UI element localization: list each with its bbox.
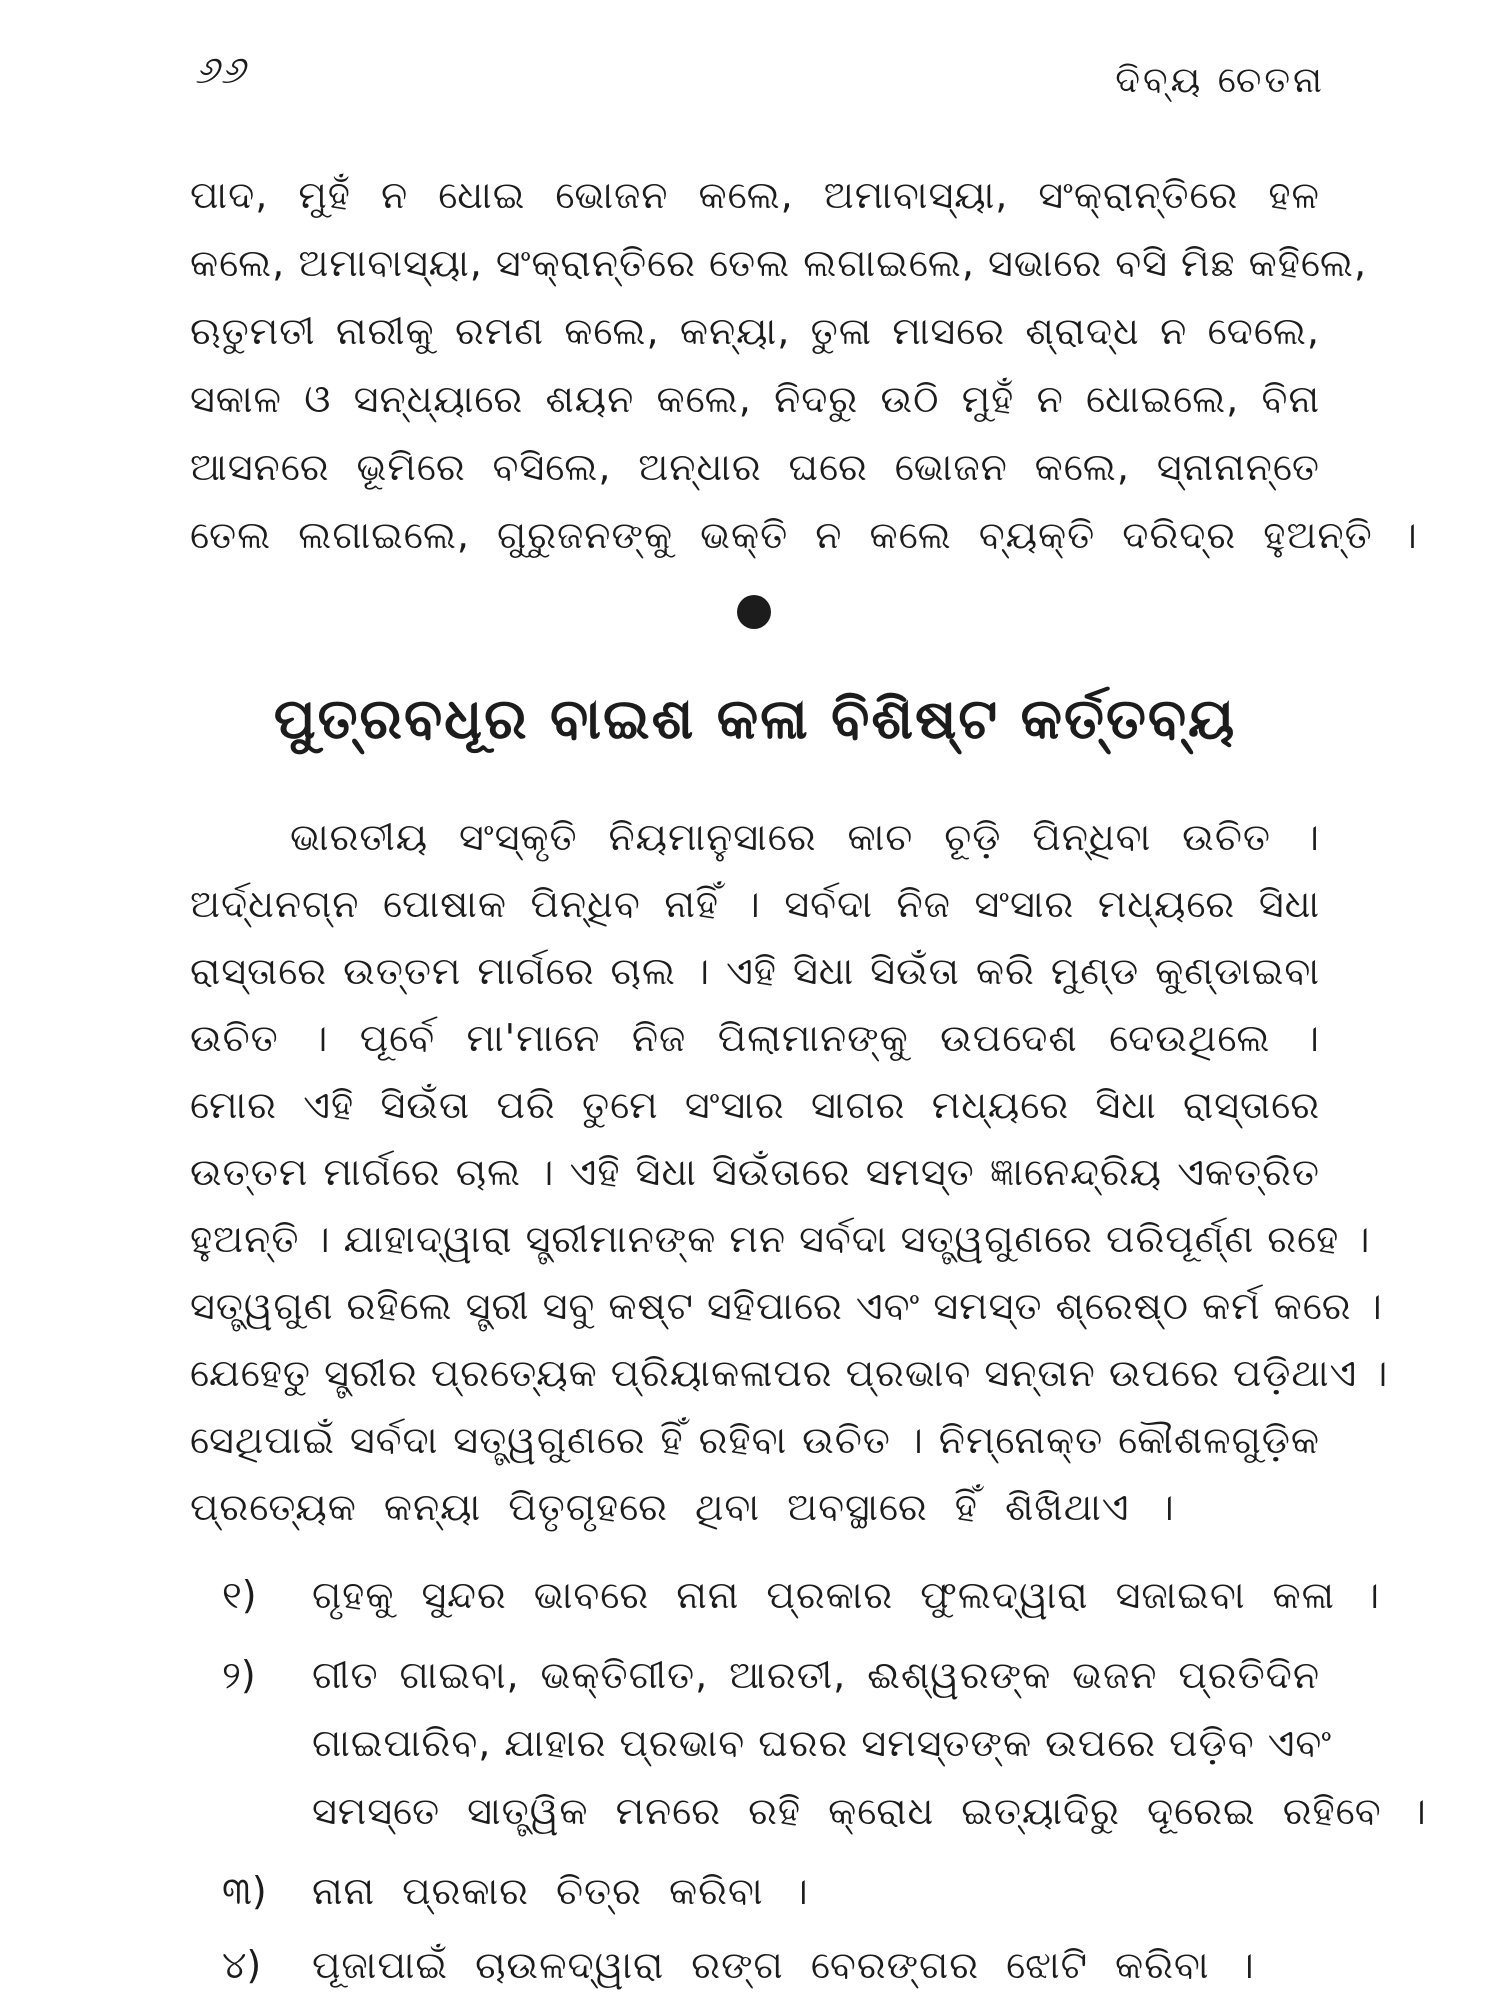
paragraph-line: ସେଥିପାଇଁ ସର୍ବଦା ସତ୍ତ୍ୱଗୁଣରେ ହିଁ ରହିବା ଉଚିତ । ନିମ୍ନୋକ୍ତ କୌଶଳଗୁଡ଼ିକ xyxy=(190,1418,1320,1462)
paragraph-line: ପାଦ, ମୁହଁ ନ ଧୋଇ ଭୋଜନ କଲେ, ଅମାବାସ୍ୟା, ସଂକ୍ରାନ୍ତିରେ ହଳ xyxy=(190,173,1320,217)
paragraph-line: ଉତ୍ତମ ମାର୍ଗରେ ଚାଲ । ଏହି ସିଧା ସିଉଁତାରେ ସମସ୍ତ ଜ୍ଞାନେନ୍ଦ୍ରିୟ ଏକତ୍ରିତ xyxy=(190,1150,1320,1194)
page-number: ୬୬ xyxy=(195,48,247,92)
paragraph-line: ଆସନରେ ଭୂମିରେ ବସିଲେ, ଅନ୍ଧାର ଘରେ ଭୋଜନ କଲେ, ସ୍ନାନାନ୍ତେ xyxy=(190,445,1320,489)
paragraph-line: ସକାଳ ଓ ସନ୍ଧ୍ୟାରେ ଶୟନ କଲେ, ନିଦରୁ ଉଠି ମୁହଁ ନ ଧୋଇଲେ, ବିନା xyxy=(190,377,1320,421)
paragraph-line: କଲେ, ଅମାବାସ୍ୟା, ସଂକ୍ରାନ୍ତିରେ ତେଲ ଲଗାଇଲେ, ସଭାରେ ବସି ମିଛ କହିଲେ, xyxy=(190,241,1368,285)
paragraph-line: ଭାରତୀୟ ସଂସ୍କୃତି ନିୟମାନୁସାରେ କାଚ ଚୂଡ଼ି ପିନ୍ଧିବା ଉଚିତ । xyxy=(290,815,1320,859)
section-divider-bullet xyxy=(737,595,771,629)
list-item-text: ଗୃହକୁ ସୁନ୍ଦର ଭାବରେ ନାନା ପ୍ରକାର ଫୁଲଦ୍ୱାରା ସଜାଇବା କଳା । xyxy=(312,1573,1381,1617)
section-title: ପୁତ୍ରବଧୂର ବାଇଶ କଳା ବିଶିଷ୍ଟ କର୍ତ୍ତବ୍ୟ xyxy=(273,687,1237,752)
paragraph-line: ସତ୍ତ୍ୱଗୁଣ ରହିଲେ ସ୍ତ୍ରୀ ସବୁ କଷ୍ଟ ସହିପାରେ ଏବଂ ସମସ୍ତ ଶ୍ରେଷ୍ଠ କର୍ମ କରେ । xyxy=(190,1284,1383,1328)
paragraph-line: ରାସ୍ତାରେ ଉତ୍ତମ ମାର୍ଗରେ ଚାଲ । ଏହି ସିଧା ସିଉଁତା କରି ମୁଣ୍ଡ କୁଣ୍ଡାଇବା xyxy=(190,949,1320,993)
list-item-text: ଗୀତ ଗାଇବା, ଭକ୍ତିଗୀତ, ଆରତୀ, ଈଶ୍ୱରଙ୍କ ଭଜନ ପ୍ରତିଦିନ xyxy=(312,1653,1320,1697)
list-item-number: ୪) xyxy=(222,1943,262,1987)
list-item-text: ନାନା ପ୍ରକାର ଚିତ୍ର କରିବା । xyxy=(312,1869,809,1913)
list-item-text: ସମସ୍ତେ ସାତ୍ତ୍ୱିକ ମନରେ ରହି କ୍ରୋଧ ଇତ୍ୟାଦିରୁ ଦୂରେଇ ରହିବେ । xyxy=(312,1789,1427,1833)
paragraph-line: ମୋର ଏହି ସିଉଁତା ପରି ତୁମେ ସଂସାର ସାଗର ମଧ୍ୟରେ ସିଧା ରାସ୍ତାରେ xyxy=(190,1083,1320,1127)
paragraph-line: ଉଚିତ । ପୂର୍ବେ ମା'ମାନେ ନିଜ ପିଲାମାନଙ୍କୁ ଉପଦେଶ ଦେଉଥିଲେ । xyxy=(190,1016,1320,1060)
paragraph-line: ଋତୁମତୀ ନାରୀକୁ ରମଣ କଲେ, କନ୍ୟା, ତୁଳା ମାସରେ ଶ୍ରାଦ୍ଧ ନ ଦେଲେ, xyxy=(190,309,1320,353)
paragraph-line: ଯେହେତୁ ସ୍ତ୍ରୀର ପ୍ରତ୍ୟେକ ପ୍ରିୟାକଳାପର ପ୍ରଭାବ ସନ୍ତାନ ଉପରେ ପଡ଼ିଥାଏ । xyxy=(190,1351,1389,1395)
paragraph-line: ହୁଅନ୍ତି । ଯାହାଦ୍ୱାରା ସ୍ତ୍ରୀମାନଙ୍କ ମନ ସର୍ବଦା ସତ୍ତ୍ୱଗୁଣରେ ପରିପୂର୍ଣ୍ଣ ରହେ । xyxy=(190,1217,1371,1261)
paragraph-line: ତେଲ ଲଗାଇଲେ, ଗୁରୁଜନଙ୍କୁ ଭକ୍ତି ନ କଲେ ବ୍ୟକ୍ତି ଦରିଦ୍ର ହୁଅନ୍ତି । xyxy=(190,513,1418,557)
list-item-number: ୧) xyxy=(222,1573,257,1617)
list-item-number: ୨) xyxy=(222,1653,256,1697)
list-item-text: ପୂଜାପାଇଁ ଚାଉଳଦ୍ୱାରା ରଙ୍ଗ ବେରଙ୍ଗର ଝୋଟି କରିବା । xyxy=(312,1943,1255,1987)
list-item-number: ୩) xyxy=(222,1869,267,1913)
paragraph-line: ପ୍ରତ୍ୟେକ କନ୍ୟା ପିତୃଗୃହରେ ଥିବା ଅବସ୍ଥାରେ ହିଁ ଶିଖିଥାଏ । xyxy=(190,1485,1175,1529)
list-item-text: ଗାଇପାରିବ, ଯାହାର ପ୍ରଭାବ ଘରର ସମସ୍ତଙ୍କ ଉପରେ ପଡ଼ିବ ଏବଂ xyxy=(312,1721,1333,1765)
running-header: ଦିବ୍ୟ ଚେତନା xyxy=(1115,60,1325,101)
paragraph-line: ଅର୍ଦ୍ଧନଗ୍ନ ପୋଷାକ ପିନ୍ଧିବ ନାହିଁ । ସର୍ବଦା ନିଜ ସଂସାର ମଧ୍ୟରେ ସିଧା xyxy=(190,882,1320,926)
